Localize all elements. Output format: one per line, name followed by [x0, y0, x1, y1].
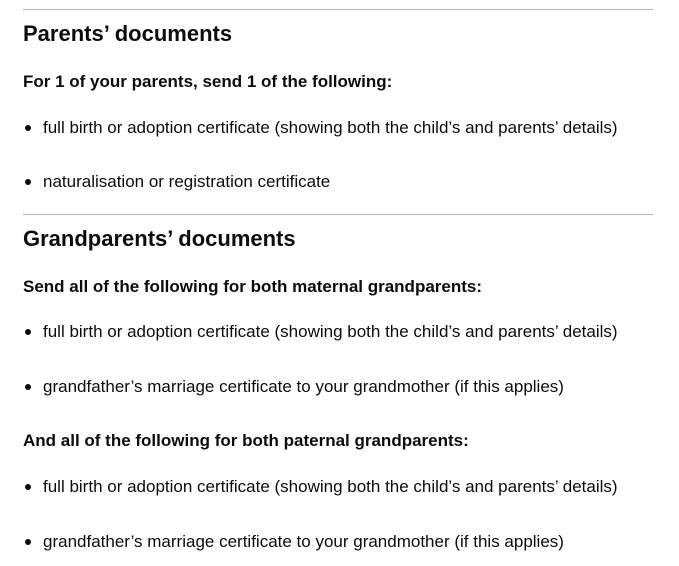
- bullet-icon: [25, 539, 31, 545]
- bullet-icon: [25, 125, 31, 131]
- list-item: naturalisation or registration certificate: [43, 172, 331, 191]
- bullet-icon: [25, 484, 31, 490]
- bullet-icon: [25, 384, 31, 390]
- group-subheading-paternal: And all of the following for both paternal grandparents:: [23, 431, 469, 450]
- list-item: full birth or adoption certificate (showing both the child’s and parents’ details): [43, 322, 618, 341]
- section-divider: [23, 9, 653, 10]
- bullet-icon: [25, 179, 31, 185]
- section-heading-grandparents: Grandparents’ documents: [23, 226, 296, 251]
- group-subheading-parents: For 1 of your parents, send 1 of the following:: [23, 72, 393, 91]
- section-divider: [23, 214, 653, 215]
- group-subheading-maternal: Send all of the following for both maternal grandparents:: [23, 277, 483, 296]
- list-item: grandfather’s marriage certificate to your grandmother (if this applies): [43, 532, 564, 551]
- list-item: grandfather’s marriage certificate to your grandmother (if this applies): [43, 377, 564, 396]
- list-item: full birth or adoption certificate (showing both the child’s and parents’ details): [43, 118, 618, 137]
- section-heading-parents: Parents’ documents: [23, 21, 233, 46]
- bullet-icon: [25, 329, 31, 335]
- list-item: full birth or adoption certificate (showing both the child’s and parents’ details): [43, 477, 618, 496]
